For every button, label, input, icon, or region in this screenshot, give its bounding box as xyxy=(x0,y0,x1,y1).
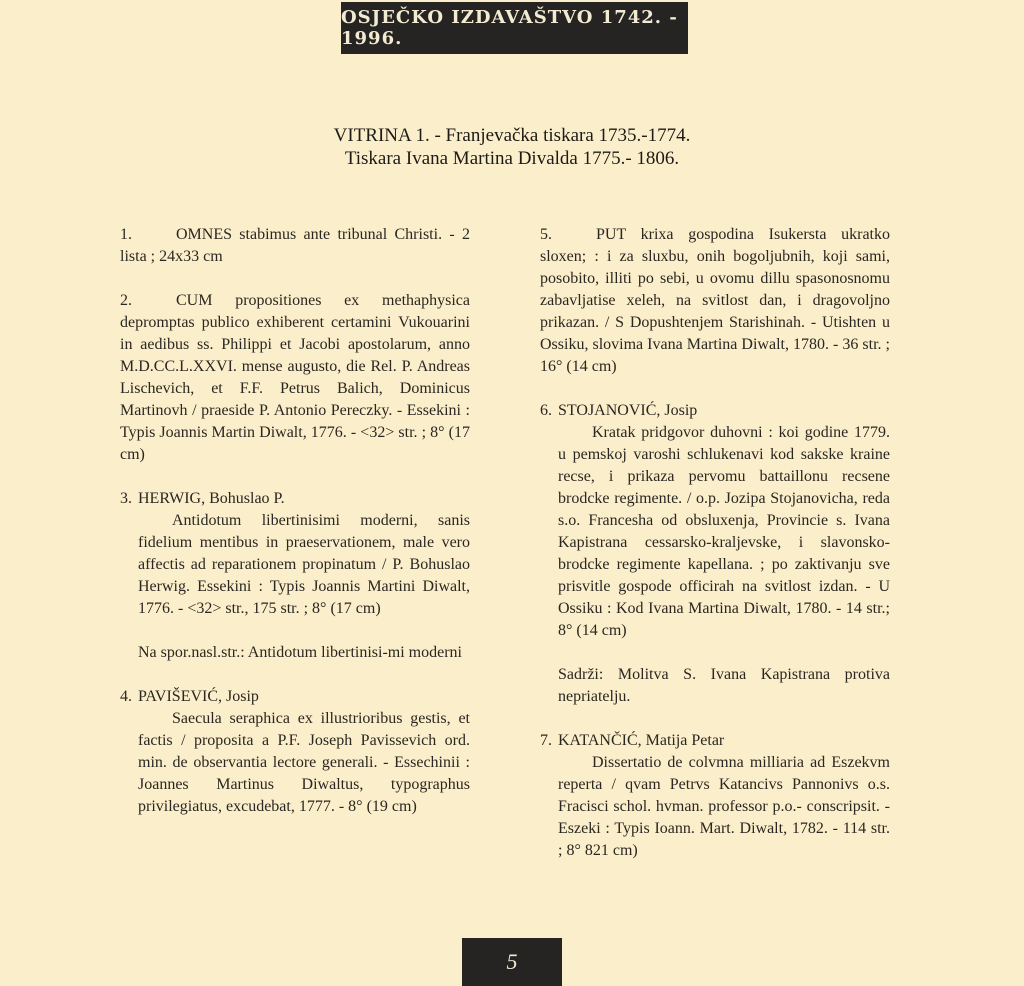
entry-author: PAVIŠEVIĆ, Josip xyxy=(138,688,259,705)
page-title xyxy=(0,124,1024,170)
entry-text: Saecula seraphica ex illustrioribus gestis, et factis / proposita a P.F. Joseph Pavissevich ord. min. de observantia lectore generali. - Essechinii : Joannes Martinus Diwaltus, typographus privilegiatus, excudebat, 1777. - 8° (19 cm) xyxy=(138,710,470,815)
entry-note: Na spor.nasl.str.: Antidotum libertinisi-mi moderni xyxy=(138,644,462,661)
entry-number: 1. xyxy=(120,226,132,243)
entry-author: STOJANOVIĆ, Josip xyxy=(558,402,698,419)
entry-2 xyxy=(120,290,470,466)
entry-number: 2. xyxy=(120,292,132,309)
entry-text: Antidotum libertinisimi moderni, sanis fidelium mentibus in praeservationem, male vero affectis ad reparationem propinatum / P. Bohuslao Herwig. Essekini : Typis Joannis Martini Diwalt, 1776. - <32> str., 175 str. ; 8° (17 cm) xyxy=(138,512,470,617)
entry-number: 4. xyxy=(120,688,132,705)
entry-4 xyxy=(120,686,470,818)
header-bar xyxy=(341,2,688,54)
header-title: OSJEČKO IZDAVAŠTVO 1742. - 1996. xyxy=(341,7,678,49)
entry-note: Sadrži: Molitva S. Ivana Kapistrana protiva nepriatelju. xyxy=(558,666,890,705)
entry-text: PUT krixa gospodina Isukersta ukratko sloxen; : i za sluxbu, onih bogoljubnih, koji sami, posobito, illiti po sebi, u ovomu dillu spasonosnomu zabavljatise xeleh, na svitlost dan, i dragovoljno prikazan. / S Dopushtenjem Starishinah. - Utishten u Ossiku, slovima Ivana Martina Diwalt, 1780. - 36 str. ; 16° (14 cm) xyxy=(540,226,890,375)
page-number-box xyxy=(462,938,562,986)
entry-7 xyxy=(540,730,890,862)
entry-text: OMNES stabimus ante tribunal Christi. - 2 lista ; 24x33 cm xyxy=(120,226,470,265)
title-line-2: Tiskara Ivana Martina Divalda 1775.- 1806. xyxy=(344,148,680,169)
left-column xyxy=(120,224,470,840)
entry-1 xyxy=(120,224,470,268)
page-number: 5 xyxy=(506,949,518,974)
entry-3 xyxy=(120,488,470,620)
entry-author: KATANČIĆ, Matija Petar xyxy=(558,732,725,749)
entry-5 xyxy=(540,224,890,378)
right-column xyxy=(540,224,890,884)
entry-number: 3. xyxy=(120,490,132,507)
entry-text: Dissertatio de colvmna milliaria ad Eszekvm reperta / qvam Petrvs Katancivs Pannonivs o.s. Fracisci schol. hvman. professor p.o.- conscripsit. - Eszeki : Typis Ioann. Mart. Diwalt, 1782. - 114 str. ; 8° 821 cm) xyxy=(558,754,890,859)
entry-6 xyxy=(540,400,890,642)
entry-author: HERWIG, Bohuslao P. xyxy=(138,490,285,507)
title-line-1: VITRINA 1. - Franjevačka tiskara 1735.-1774. xyxy=(333,125,691,146)
entry-number: 6. xyxy=(540,402,552,419)
entry-text: Kratak pridgovor duhovni : koi godine 1779. u pemskoj varoshi schlukenavi kod sakske kraine recse, i prikaza pervomu battaillonu recsene brodcke regimente. / o.p. Jozipa Stojanovicha, reda s.o. Francesha od obsluxenja, Provincie s. Ivana Kapistrana cessarsko-kraljevske, i slavonsko-brodcke regimente kapellana. ; po zaktivanju sve prisvitle gospode officirah na svitlost izdan. - U Ossiku : Kod Ivana Martina Diwalt, 1780. - 14 str.; 8° (14 cm) xyxy=(558,424,890,639)
entry-text: CUM propositiones ex methaphysica depromptas publico exhiberent certamini Vukouarini in aedibus ss. Philippi et Jacobi apostolarum, anno M.D.CC.L.XXVI. mense augusto, die Rel. P. Andreas Lischevich, et F.F. Petrus Balich, Dominicus Martinovh / praeside P. Antonio Pereczky. - Essekini : Typis Joannis Martin Diwalt, 1776. - <32> str. ; 8° (17 cm) xyxy=(120,292,470,463)
entry-number: 7. xyxy=(540,732,552,749)
entry-number: 5. xyxy=(540,226,552,243)
